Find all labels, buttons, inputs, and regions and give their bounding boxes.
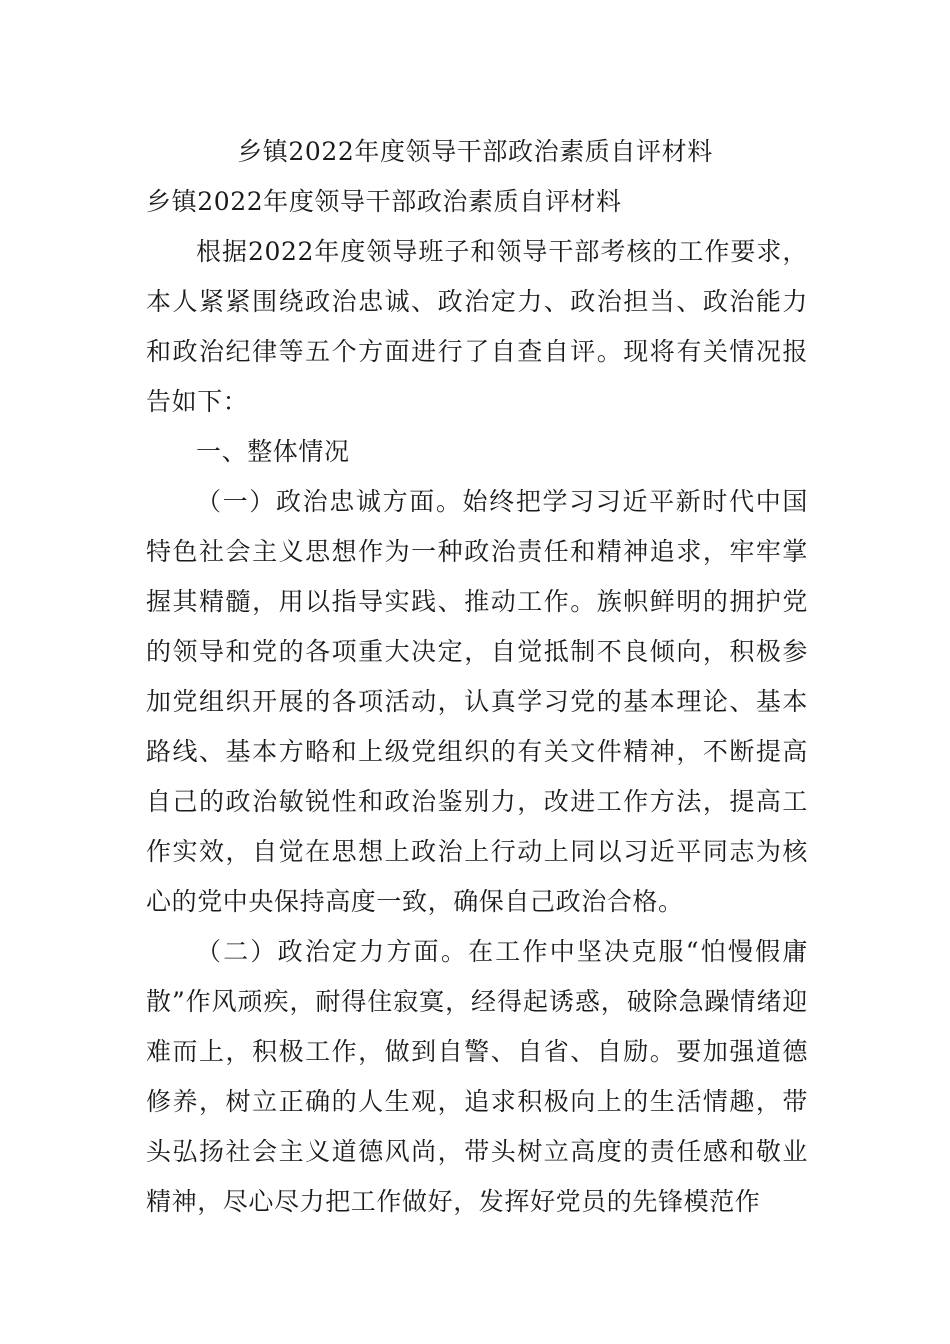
section-heading-overall: 一、整体情况 — [196, 437, 350, 466]
document-title: 乡镇2022年度领导干部政治素质自评材料 — [237, 137, 713, 166]
paragraph-political-resolve: （二）政治定力方面。在工作中坚决克服“怕慢假庸散”作风顽疾，耐得住寂寞，经得起诱惑，破除急躁情绪迎难而上，积极工作，做到自警、自省、自励。要加强道德修养，树立正确的人生观，追求积极向上的生活情趣，带头弘扬社会主义道德风尚，带头树立高度的责任感和敬业精神，尽心尽力把工作做好，发挥好党员的先锋模范作 — [146, 937, 808, 1216]
paragraph-political-loyalty: （一）政治忠诚方面。始终把学习习近平新时代中国特色社会主义思想作为一种政治责任和精神追求，牢牢掌握其精髓，用以指导实践、推动工作。族帜鲜明的拥护党的领导和党的各项重大决定，自觉抵制不良倾向，积极参加党组织开展的各项活动，认真学习党的基本理论、基本路线、基本方略和上级党组织的有关文件精神，不断提高自己的政治敏锐性和政治鉴别力，改进工作方法，提高工作实效，自觉在思想上政治上行动上同以习近平同志为核心的党中央保持高度一致，确保自己政治合格。 — [146, 487, 808, 916]
intro-paragraph: 根据2022年度领导班子和领导干部考核的工作要求，本人紧紧围绕政治忠诚、政治定力、政治担当、政治能力和政治纪律等五个方面进行了自查自评。现将有关情况报告如下： — [146, 237, 808, 416]
document-subtitle: 乡镇2022年度领导干部政治素质自评材料 — [146, 187, 622, 216]
document-body — [146, 227, 808, 1227]
